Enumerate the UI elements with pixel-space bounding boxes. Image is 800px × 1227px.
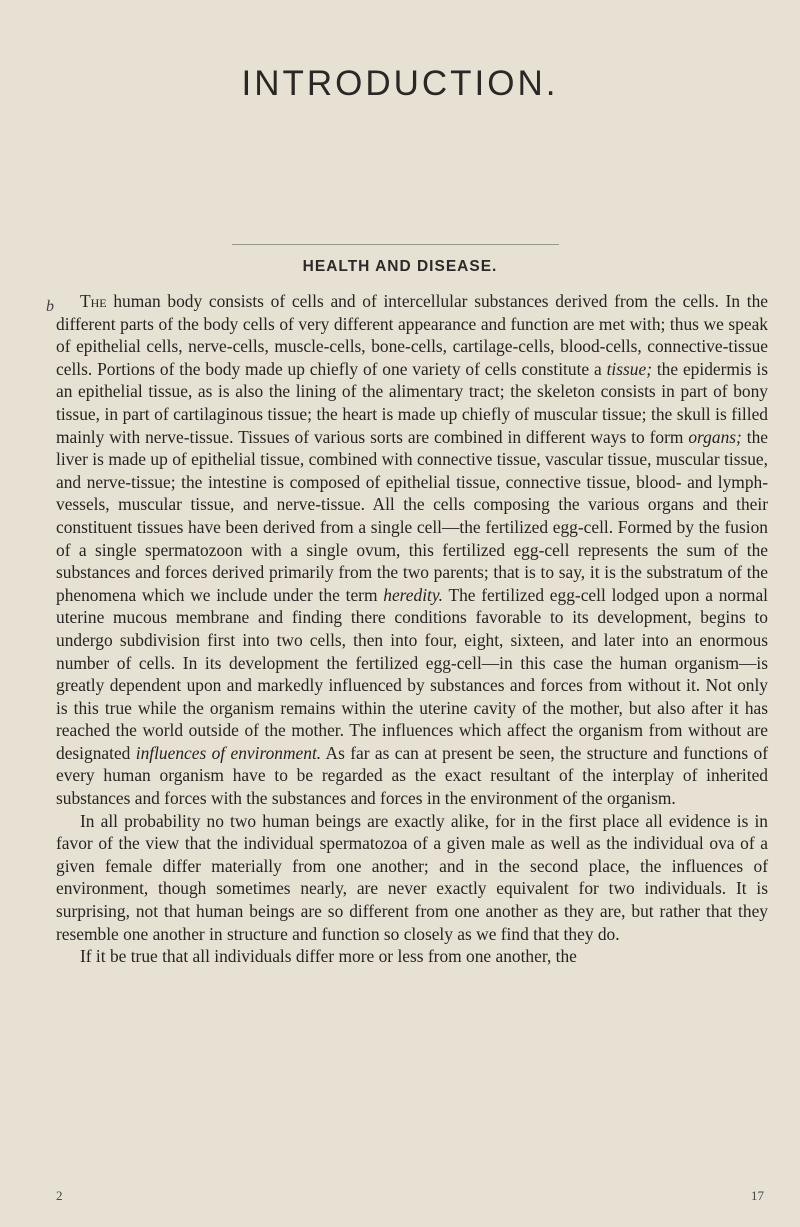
heading-rule [232,244,559,245]
section-heading: HEALTH AND DISEASE. [302,258,498,275]
term-tissue: tissue; [606,358,652,379]
paragraph-1-text-4: The fertilized egg-cell lodged upon a normal uterine mucous membrane and finding there conditions favorable to its development, begins to undergo subdivision first into two cells, then into four, eight, sixteen, and later into an enormous number of cells. In its development the fertilized egg-cell—in this case the human organism—is greatly dependent upon and markedly influenced by substances and forces from without it. Not only is this true while the organism remains within the uterine cavity of the mother, but also after it has reached the world outside of the mother. The influences which affect the organism from without are designated [56,584,768,763]
term-heredity: heredity. [383,584,443,605]
paragraph-3: If it be true that all individuals differ more or less from one another, the [80,946,577,967]
body-text [56,290,768,968]
page-number: 17 [751,1188,764,1203]
paragraph-1-text-3: the liver is made up of epithelial tissue, combined with connective tissue, vascular tissue, muscular tissue, and nerve-tissue; the intestine is composed of epithelial tissue, connective tissue, blood- and lymph-vessels, muscular tissue, and nerve-tissue. All the cells composing the various organs and their constituent tissues have been derived from a single cell—the fertilized egg-cell. Formed by the fusion of a single spermatozoon with a single ovum, this fertilized egg-cell represents the sum of the substances and forces derived primarily from the two parents; that is to say, it is the substratum of the phenomena which we include under the term [56,426,769,605]
margin-mark: b [46,298,54,315]
paragraph-1 [56,290,768,810]
term-influences-of-environment: influences of environment. [135,742,322,763]
paragraph-1-text-1: human body consists of cells and of intercellular substances derived from the cells. In the different parts of the body cells of very different appearance and function are met with; thus we speak of epithelial cells, nerve-cells, muscle-cells, bone-cells, cartilage-cells, blood-cells, connective-tissue cells. Portions of the body made up chiefly of one variety of cells constitute a [56,291,768,379]
signature-mark: 2 [56,1188,63,1203]
paragraph-2: In all probability no two human beings are exactly alike, for in the first place all evidence is in favor of the view that the individual spermatozoa of a given male as well as the individual ova of a given female differ materially from one another; and in the second place, the influences of environment, though sometimes nearly, are never exactly equivalent for two individuals. It is surprising, not that human beings are so different from one another as they are, but rather that they resemble one another in structure and function so closely as we find that they do. [56,810,768,944]
term-organs: organs; [688,426,742,447]
paragraph-lead-word: The [80,291,107,311]
paragraph-1-text-5: As far as can at present be seen, the structure and functions of every human organism have to be regarded as the exact resultant of the interplay of inherited substances and forces with the substances and forces in the environment of the organism. [56,742,768,809]
paragraph-1-text-2: the epidermis is an epithelial tissue, as is also the lining of the alimentary tract; the skeleton consists in part of bony tissue, in part of cartilaginous tissue; the heart is made up chiefly of muscular tissue; the skull is filled mainly with nerve-tissue. Tissues of various sorts are combined in different ways to form [56,358,768,447]
chapter-heading: INTRODUCTION. [241,64,559,103]
